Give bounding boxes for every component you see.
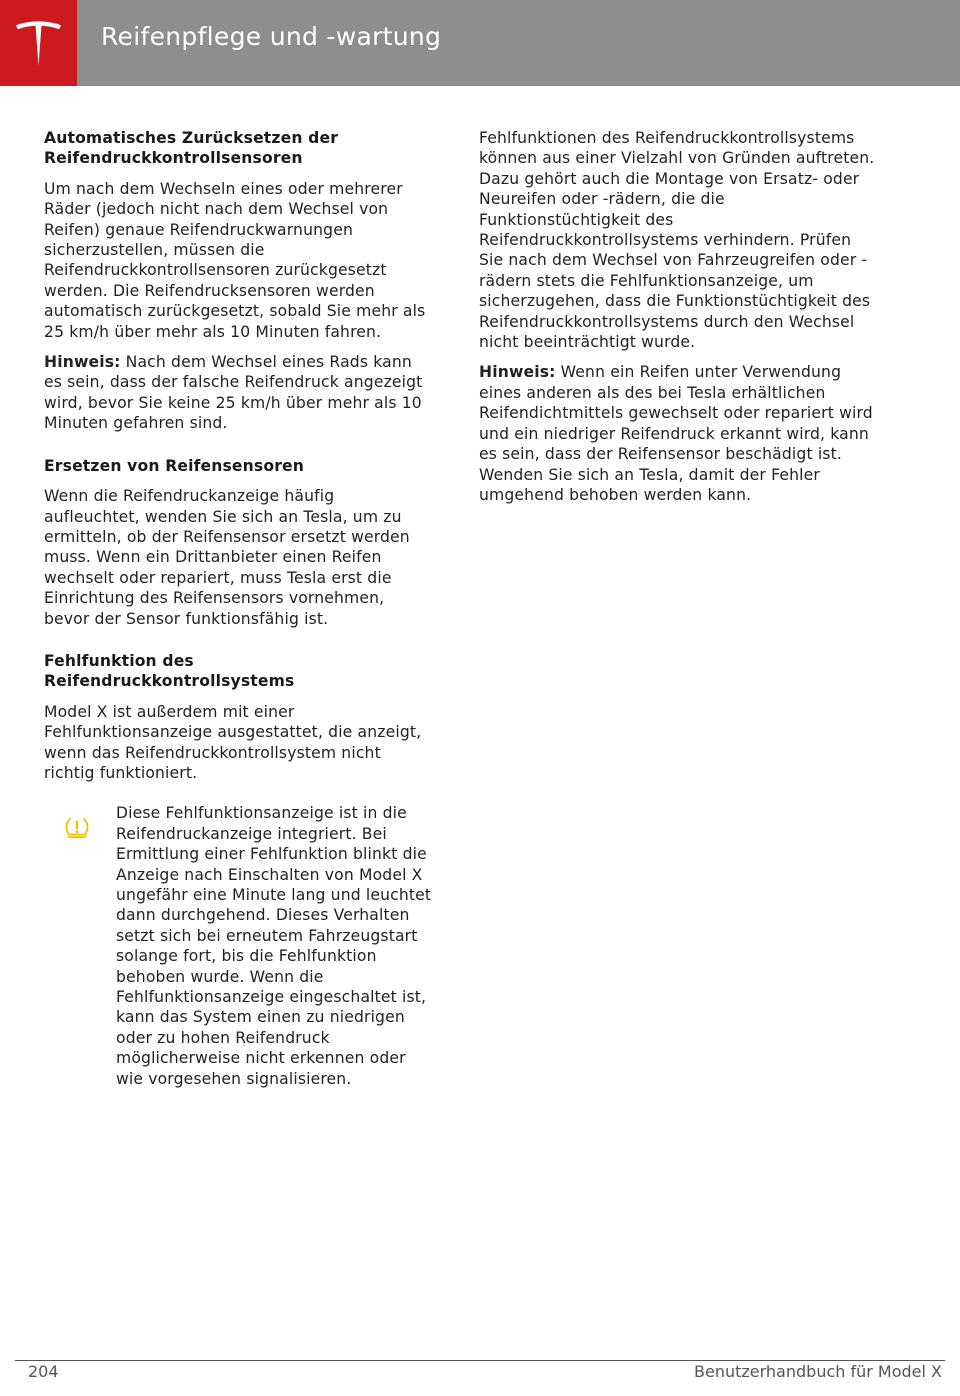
left-column xyxy=(44,128,434,1099)
section-heading: Fehlfunktion des Reifendruckkontrollsystems xyxy=(44,651,295,691)
section-heading xyxy=(44,128,434,169)
section-auto-reset xyxy=(44,128,434,434)
note xyxy=(44,352,434,434)
page-title: Reifenpflege und -wartung xyxy=(101,22,442,51)
note-label: Hinweis: xyxy=(479,363,556,382)
section-replace-sensors xyxy=(44,456,434,629)
warning-block xyxy=(44,803,434,1089)
heading-line: Reifendruckkontrollsensoren xyxy=(44,149,303,168)
warning-text: Diese Fehlfunktionsanzeige ist in die Reifendruckanzeige integriert. Bei Ermittlung einer Fehlfunktion blinkt die Anzeige nach Einschalten von Model X ungefähr eine Minute lang und leuchtet dann durchgehend. Dieses Verhalten setzt sich bei erneutem Fahrzeugstart solange fort, bis die Fehlfunktion behoben wurde. Wenn die Fehlfunktionsanzeige eingeschaltet ist, kann das System einen zu niedrigen oder zu hohen Reifendruck möglicherweise nicht erkennen oder wie vorgesehen signalisieren. xyxy=(116,804,432,1088)
section-heading: Ersetzen von Reifensensoren xyxy=(44,456,305,475)
paragraph: Wenn die Reifendruckanzeige häufig aufleuchtet, wenden Sie sich an Tesla, um zu ermitteln, ob der Reifensensor ersetzt werden muss. Wenn ein Drittanbieter einen Reifen wechselt oder repariert, muss Tesla erst die Einrichtung des Reifensensors vornehmen, bevor der Sensor funktionsfähig ist. xyxy=(44,487,410,628)
paragraph: Fehlfunktionen des Reifendruckkontrollsystems können aus einer Vielzahl von Gründen auftreten. Dazu gehört auch die Montage von Ersatz- oder Neureifen oder -rädern, die die Funktionstüchtigkeit des Reifendruckkontrollsystems verhindern. Prüfen Sie nach dem Wechsel von Fahrzeugreifen oder -rädern stets die Fehlfunktionsanzeige, um sicherzugehen, dass die Funktionstüchtigkeit des Reifendruckkontrollsystems durch den Wechsel nicht beeinträchtigt wurde. xyxy=(479,129,875,352)
right-column xyxy=(479,128,875,515)
tesla-logo-icon xyxy=(14,18,63,68)
note-text: Wenn ein Reifen unter Verwendung eines anderen als des bei Tesla erhältlichen Reifendichtmittels gewechselt oder repariert wird und ein niedriger Reifendruck erkannt wird, kann es sein, dass der Reifensensor beschädigt ist. Wenden Sie sich an Tesla, damit der Fehler umgehend behoben werden kann. xyxy=(479,363,873,504)
footer-title: Benutzerhandbuch für Model X xyxy=(694,1362,942,1381)
paragraph: Model X ist außerdem mit einer Fehlfunktionsanzeige ausgestattet, die anzeigt, wenn das Reifendruckkontrollsystem nicht richtig funktioniert. xyxy=(44,702,422,782)
note-label: Hinweis: xyxy=(44,353,121,372)
logo-box xyxy=(0,0,77,86)
note-text: Nach dem Wechsel eines Rads kann es sein, dass der falsche Reifendruck angezeigt wird, bevor Sie keine 25 km/h über mehr als 10 Minuten gefahren sind. xyxy=(44,353,423,433)
heading-line: Automatisches Zurücksetzen der xyxy=(44,129,339,147)
page-number: 204 xyxy=(28,1362,59,1381)
tire-pressure-warning-icon xyxy=(64,815,90,841)
note xyxy=(479,362,875,505)
section-malfunction xyxy=(44,651,434,1089)
footer-divider xyxy=(15,1360,945,1361)
paragraph: Um nach dem Wechseln eines oder mehrerer Räder (jedoch nicht nach dem Wechsel von Reifen) genaue Reifendruckwarnungen sicherzustellen, müssen die Reifendruckkontrollsensoren zurückgesetzt werden. Die Reifendrucksensoren werden automatisch zurückgesetzt, sobald Sie mehr als 25 km/h über mehr als 10 Minuten fahren. xyxy=(44,179,426,341)
page-header xyxy=(0,0,960,86)
